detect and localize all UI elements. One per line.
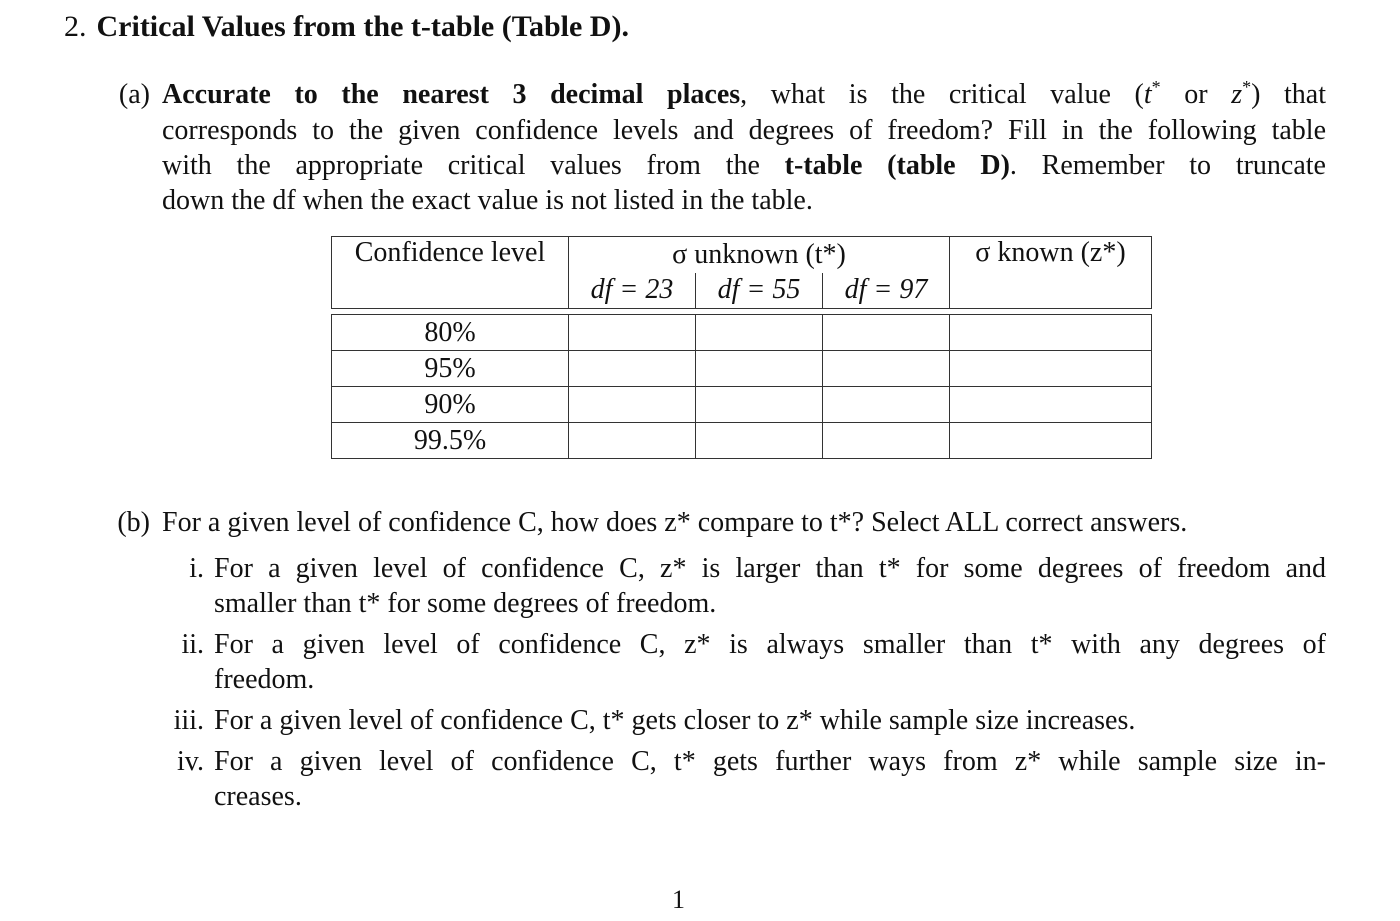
cell-99-5-df23[interactable]	[569, 423, 696, 459]
part-a-line-4: down the df when the exact value is not listed in the table.	[162, 185, 813, 216]
row-label-90: 90%	[332, 387, 569, 423]
cell-90-df55[interactable]	[696, 387, 823, 423]
option-ii-line-1[interactable]: For a given level of confidence C, z* is always smaller than t* with any degrees of	[214, 629, 1326, 660]
cell-99-5-z[interactable]	[950, 423, 1152, 459]
cell-80-df23[interactable]	[569, 315, 696, 351]
question-title-text: Critical Values from the t-table (Table D).	[96, 10, 629, 43]
part-a-label: (a)	[118, 79, 150, 110]
option-i-line-1[interactable]: For a given level of confidence C, z* is larger than t* for some degrees of freedom and	[214, 553, 1326, 584]
option-iii-line-1[interactable]: For a given level of confidence C, t* gets closer to z* while sample size increases.	[214, 705, 1136, 736]
part-a-line-1-text: , what is the critical value (	[740, 79, 1144, 110]
cell-90-df23[interactable]	[569, 387, 696, 423]
page-number: 1	[672, 885, 685, 914]
part-a-line-2: corresponds to the given confidence levels and degrees of freedom? Fill in the following table	[162, 115, 1326, 146]
or-text: or	[1160, 79, 1232, 110]
t-table-reference: t-table (table D)	[784, 150, 1010, 181]
part-b-label: (b)	[117, 507, 150, 538]
question-number: 2.	[64, 10, 87, 43]
critical-values-table	[331, 236, 1152, 459]
cell-95-df97[interactable]	[823, 351, 950, 387]
star-symbol: *	[1151, 77, 1161, 97]
part-a-line-1-end: ) that	[1251, 79, 1327, 110]
z-symbol: z	[1231, 79, 1243, 110]
header-sigma-unknown: σ unknown (t*)	[569, 237, 950, 273]
header-df-97: df = 97	[823, 273, 950, 309]
row-label-95: 95%	[332, 351, 569, 387]
header-df-23: df = 23	[569, 273, 696, 309]
row-label-80: 80%	[332, 315, 569, 351]
part-b-question: For a given level of confidence C, how does z* compare to t*? Select ALL correct answers.	[162, 507, 1188, 538]
star-symbol: *	[1242, 77, 1252, 97]
cell-80-df97[interactable]	[823, 315, 950, 351]
cell-90-df97[interactable]	[823, 387, 950, 423]
header-confidence-level: Confidence level	[332, 237, 569, 309]
part-a-line-3-start: with the appropriate critical values from the	[162, 150, 785, 181]
part-a-emphasis: Accurate to the nearest 3 decimal places	[162, 79, 741, 110]
cell-80-z[interactable]	[950, 315, 1152, 351]
question-title	[64, 10, 629, 44]
cell-80-df55[interactable]	[696, 315, 823, 351]
option-ii-marker: ii.	[181, 629, 204, 660]
cell-95-df23[interactable]	[569, 351, 696, 387]
cell-99-5-df55[interactable]	[696, 423, 823, 459]
row-label-99-5: 99.5%	[332, 423, 569, 459]
option-iv-line-1[interactable]: For a given level of confidence C, t* gets further ways from z* while sample size in-	[214, 746, 1326, 777]
option-iv-marker: iv.	[177, 746, 204, 777]
option-ii-line-2: freedom.	[214, 664, 315, 695]
part-a-line-1	[162, 77, 1326, 112]
option-i-line-2: smaller than t* for some degrees of freedom.	[214, 588, 717, 619]
header-sigma-known: σ known (z*)	[950, 237, 1152, 309]
option-iii-marker: iii.	[173, 705, 204, 736]
option-i-marker: i.	[189, 553, 204, 584]
t-symbol: t	[1143, 79, 1152, 110]
part-a-line-3-end: . Remember to truncate	[1009, 150, 1326, 181]
cell-95-df55[interactable]	[696, 351, 823, 387]
cell-90-z[interactable]	[950, 387, 1152, 423]
header-df-55: df = 55	[696, 273, 823, 309]
cell-95-z[interactable]	[950, 351, 1152, 387]
cell-99-5-df97[interactable]	[823, 423, 950, 459]
part-a-line-3	[162, 148, 1326, 183]
option-iv-line-2: creases.	[214, 781, 302, 812]
